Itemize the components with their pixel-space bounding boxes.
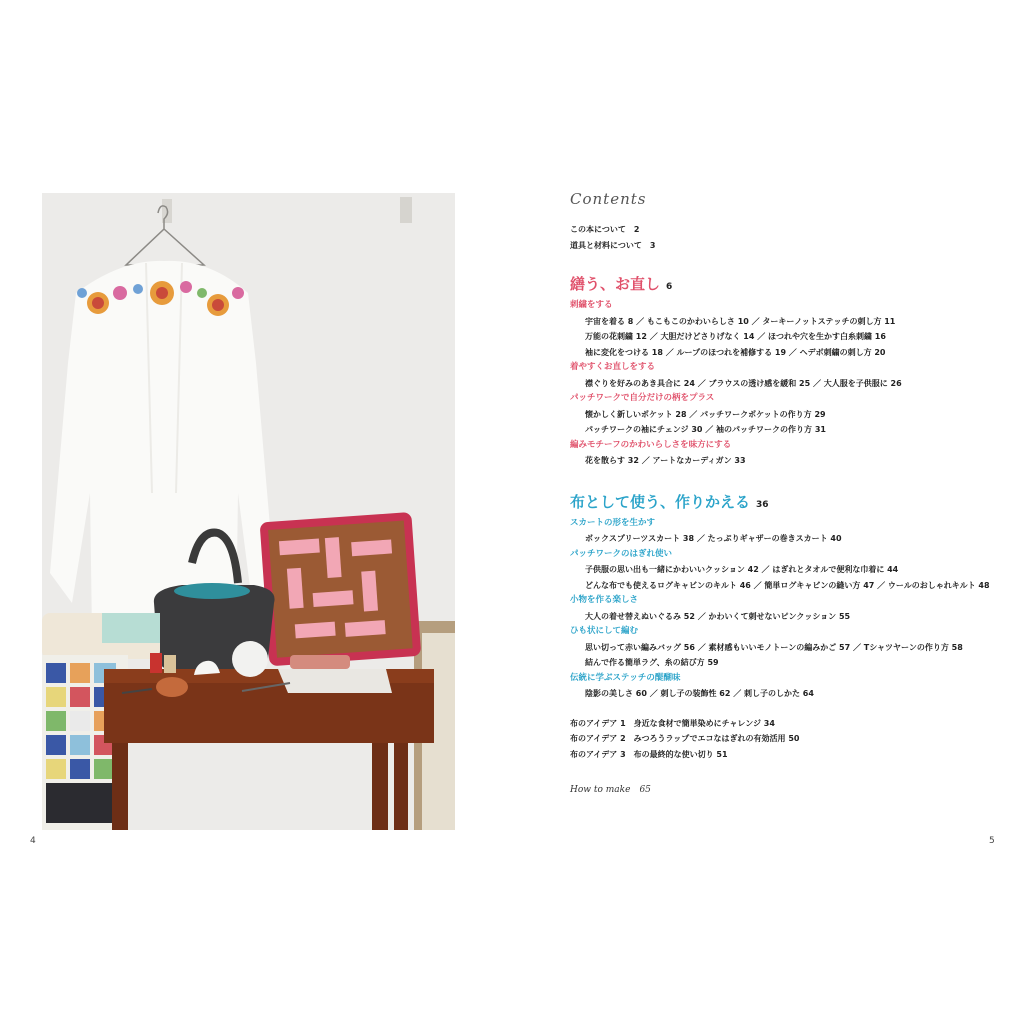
toc-entry[interactable]: 花を散らす 32 ／ アートなカーディガン 33 [585,456,746,465]
section-heading[interactable]: 編みモチーフのかわいらしさを味方にする [570,439,732,450]
how-to-make-entry[interactable]: How to make 65 [570,785,651,795]
toc-title: Contents [570,190,647,208]
cover-photo [42,193,455,830]
section-heading[interactable]: 着やすくお直しをする [570,362,656,372]
toc-entry[interactable]: 布のアイデア 2 みつろうラップでエコなはぎれの有効活用 50 [570,734,800,743]
toc-entry[interactable]: この本について 2 [570,225,640,234]
toc-entry[interactable]: 布のアイデア 3 布の最終的な使い切り 51 [570,749,728,759]
page-number-left: 4 [30,836,36,846]
toc-entry[interactable]: 万能の花刺繍 12 ／ 大胆だけどさりげなく 14 ／ ほつれや穴を生かす白糸刺繍 16 [585,332,886,341]
toc-entry[interactable]: ボックスプリーツスカート 38 ／ たっぷりギャザーの巻きスカート 40 [585,534,842,543]
section-heading[interactable]: 刺繍をする [570,300,613,310]
section-heading[interactable]: スカートの形を生かす [570,517,656,528]
toc-entry[interactable]: 道具と材料について 3 [570,240,656,250]
section-heading[interactable]: 伝統に学ぶステッチの醍醐味 [570,672,681,683]
page-number-right: 5 [989,836,995,846]
section-heading[interactable]: パッチワークで自分だけの柄をプラス [570,393,715,403]
toc-entry[interactable]: どんな布でも使えるログキャビンのキルト 46 ／ 簡単ログキャビンの縫い方 47 ／ ウールのおしゃれキルト 48 [585,580,990,590]
toc-entry[interactable]: 思い切って赤い編みバッグ 56 ／ 素材感もいいモノトーンの編みかご 57 ／ Tシャツヤーンの作り方 58 [585,642,963,652]
toc-entry[interactable]: 袖に変化をつける 18 ／ ループのほつれを補修する 19 ／ ヘデボ刺繍の刺し方 20 [585,347,886,357]
toc-entry[interactable]: 結んで作る簡単ラグ、糸の結び方 59 [585,658,719,667]
part-heading[interactable]: 繕う、お直し 6 [570,275,673,293]
toc-entry[interactable]: 懐かしく新しいポケット 28 ／ パッチワークポケットの作り方 29 [585,409,826,419]
section-heading[interactable]: ひも状にして編む [570,626,639,636]
toc-entry[interactable]: 宇宙を着る 8 ／ もこもこのかわいらしさ 10 ／ ターキーノットステッチの刺し方 11 [585,316,896,326]
part-heading[interactable]: 布として使う、作りかえる 36 [570,492,769,511]
toc-entry[interactable]: パッチワークの袖にチェンジ 30 ／ 袖のパッチワークの作り方 31 [585,425,826,434]
toc-entry[interactable]: 襟ぐりを好みのあき具合に 24 ／ ブラウスの透け感を緩和 25 ／ 大人服を子供服に 26 [585,378,902,388]
table-of-contents [570,190,1010,795]
section-heading[interactable]: 小物を作る楽しさ [570,595,639,605]
section-heading[interactable]: パッチワークのはぎれ使い [570,548,673,559]
toc-entry[interactable]: 子供服の思い出も一緒にかわいいクッション 42 ／ はぎれとタオルで便利な巾着に 44 [585,565,899,574]
toc-entry[interactable]: 布のアイデア 1 身近な食材で簡単染めにチャレンジ 34 [570,718,775,728]
toc-entry[interactable]: 大人の着せ替えぬいぐるみ 52 ／ かわいくて刺せないピンクッション 55 [585,611,851,621]
toc-entry[interactable]: 陰影の美しさ 60 ／ 刺し子の装飾性 62 ／ 刺し子のしかた 64 [585,689,814,698]
